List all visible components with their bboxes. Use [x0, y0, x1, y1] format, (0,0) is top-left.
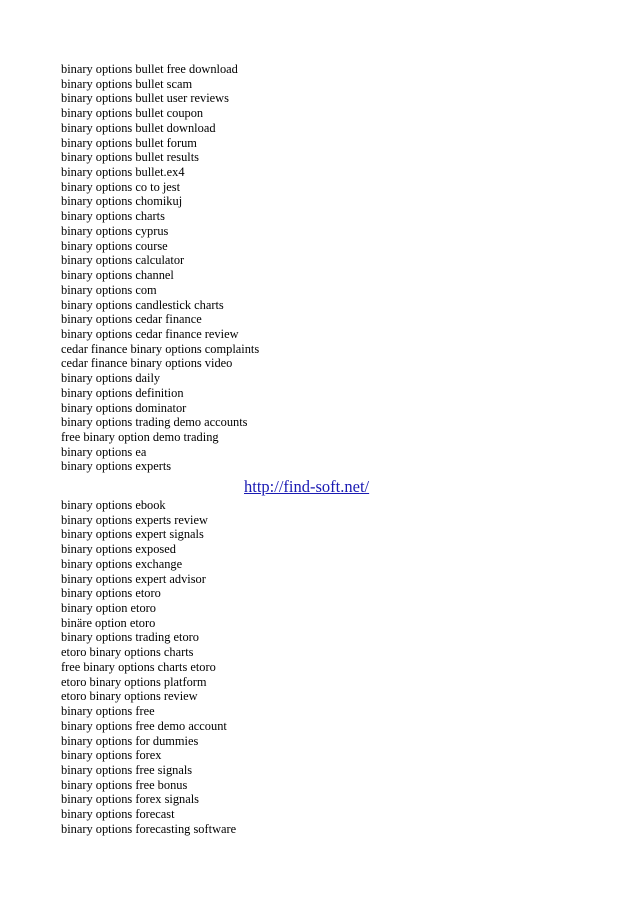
- list-item: binary options bullet forum: [61, 135, 197, 150]
- list-item: binary option etoro: [61, 601, 156, 616]
- list-item: binary options co to jest: [61, 179, 181, 194]
- list-item: binary options charts: [61, 209, 165, 224]
- list-item: cedar finance binary options video: [61, 356, 233, 371]
- list-item: binary options channel: [61, 268, 174, 283]
- list-item: binary options chomikuj: [61, 194, 183, 209]
- list-item: binary options candlestick charts: [61, 297, 224, 312]
- list-item: binary options bullet coupon: [61, 106, 204, 121]
- list-item: binary options free demo account: [61, 718, 227, 733]
- list-item: binary options daily: [61, 371, 161, 386]
- list-item: binary options ebook: [61, 498, 166, 512]
- list-item: binary options com: [61, 282, 157, 297]
- list-item: free binary option demo trading: [61, 429, 219, 444]
- list-item: binary options forecasting software: [61, 821, 237, 836]
- list-item: binary options calculator: [61, 253, 185, 268]
- list-item: binary options cyprus: [61, 223, 169, 238]
- list-item: binary options expert signals: [61, 527, 204, 542]
- list-item: binary options ea: [61, 444, 147, 459]
- list-item: binary options expert advisor: [61, 571, 206, 586]
- list-item: etoro binary options charts: [61, 645, 194, 660]
- list-item: binary options bullet scam: [61, 76, 193, 91]
- list-item: binary options bullet user reviews: [61, 91, 229, 106]
- list-item: binary options forex signals: [61, 792, 199, 807]
- list-item: binary options trading demo accounts: [61, 415, 248, 430]
- list-item: cedar finance binary options complaints: [61, 341, 260, 356]
- list-item: binary options forex: [61, 748, 162, 763]
- keyword-list-bottom: [61, 498, 236, 837]
- list-item: binary options bullet results: [61, 150, 200, 165]
- list-item: binary options cedar finance review: [61, 326, 239, 341]
- list-item: binäre option etoro: [61, 615, 156, 630]
- list-item: binary options exchange: [61, 556, 183, 571]
- list-item: binary options for dummies: [61, 733, 199, 748]
- list-item: binary options experts: [61, 459, 172, 474]
- list-item: binary options exposed: [61, 542, 176, 557]
- list-item: binary options trading etoro: [61, 630, 199, 645]
- list-item: binary options definition: [61, 385, 184, 400]
- list-item: binary options forecast: [61, 807, 175, 822]
- list-item: binary options dominator: [61, 400, 187, 415]
- list-item: binary options bullet.ex4: [61, 165, 185, 180]
- list-item: binary options free bonus: [61, 777, 188, 792]
- list-item: free binary options charts etoro: [61, 659, 216, 674]
- list-item: binary options cedar finance: [61, 312, 202, 327]
- list-item: binary options experts review: [61, 512, 208, 527]
- list-item: binary options free: [61, 704, 155, 719]
- list-item: etoro binary options platform: [61, 674, 207, 689]
- list-item: etoro binary options review: [61, 689, 198, 704]
- source-link[interactable]: http://find-soft.net/: [244, 477, 370, 496]
- list-item: binary options bullet download: [61, 120, 216, 135]
- keyword-list-top: [61, 62, 259, 474]
- list-item: binary options course: [61, 238, 168, 253]
- list-item: binary options free signals: [61, 762, 193, 777]
- list-item: binary options bullet free download: [61, 62, 238, 76]
- list-item: binary options etoro: [61, 586, 161, 601]
